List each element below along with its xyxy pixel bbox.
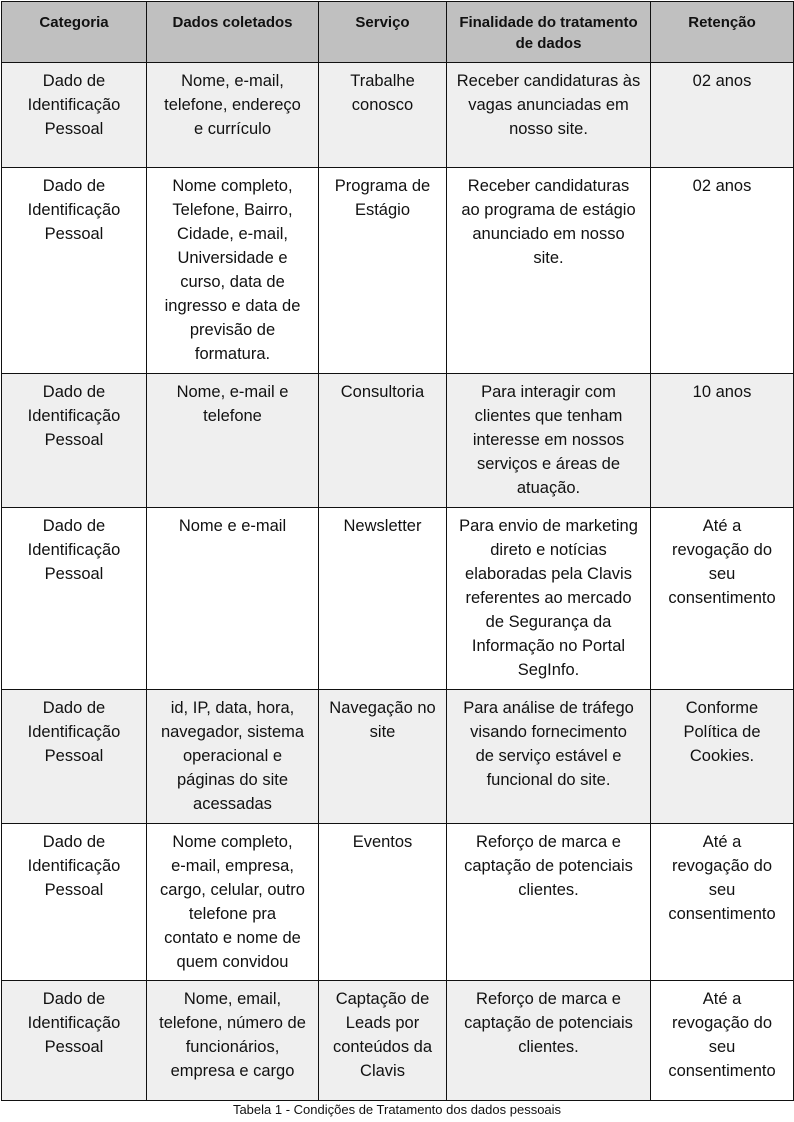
cell-dados: Nome e e-mail xyxy=(147,508,319,690)
cell-finalidade: Receber candidaturas ao programa de estágio anunciado em nosso site. xyxy=(447,168,651,374)
cell-finalidade: Reforço de marca e captação de potenciais clientes. xyxy=(447,824,651,981)
header-retencao: Retenção xyxy=(651,2,794,63)
cell-categoria: Dado de Identificação Pessoal xyxy=(2,824,147,981)
cell-categoria: Dado de Identificação Pessoal xyxy=(2,63,147,168)
table-row xyxy=(2,168,794,374)
header-row xyxy=(2,2,794,63)
cell-servico: Trabalhe conosco xyxy=(319,63,447,168)
header-categoria: Categoria xyxy=(2,2,147,63)
cell-categoria: Dado de Identificação Pessoal xyxy=(2,168,147,374)
cell-finalidade: Para análise de tráfego visando fornecimento de serviço estável e funcional do site. xyxy=(447,690,651,824)
cell-categoria: Dado de Identificação Pessoal xyxy=(2,690,147,824)
header-finalidade: Finalidade do tratamento de dados xyxy=(447,2,651,63)
cell-finalidade: Reforço de marca e captação de potenciais clientes. xyxy=(447,981,651,1101)
cell-categoria: Dado de Identificação Pessoal xyxy=(2,508,147,690)
cell-categoria: Dado de Identificação Pessoal xyxy=(2,374,147,508)
header-servico: Serviço xyxy=(319,2,447,63)
data-processing-table xyxy=(1,1,794,1101)
table-row xyxy=(2,690,794,824)
cell-dados: Nome, email, telefone, número de funcionários, empresa e cargo xyxy=(147,981,319,1101)
cell-retencao: 10 anos xyxy=(651,374,794,508)
cell-retencao: Até a revogação do seu consentimento xyxy=(651,824,794,981)
cell-finalidade: Receber candidaturas às vagas anunciadas em nosso site. xyxy=(447,63,651,168)
cell-retencao: Até a revogação do seu consentimento xyxy=(651,981,794,1101)
cell-dados: Nome, e-mail e telefone xyxy=(147,374,319,508)
cell-servico: Programa de Estágio xyxy=(319,168,447,374)
cell-servico: Navegação no site xyxy=(319,690,447,824)
table-row xyxy=(2,824,794,981)
cell-retencao: 02 anos xyxy=(651,63,794,168)
cell-finalidade: Para interagir com clientes que tenham interesse em nossos serviços e áreas de atuação. xyxy=(447,374,651,508)
cell-categoria: Dado de Identificação Pessoal xyxy=(2,981,147,1101)
cell-dados: Nome completo, e-mail, empresa, cargo, celular, outro telefone pra contato e nome de quem convidou xyxy=(147,824,319,981)
table-row xyxy=(2,981,794,1101)
cell-servico: Consultoria xyxy=(319,374,447,508)
cell-servico: Captação de Leads por conteúdos da Clavis xyxy=(319,981,447,1101)
cell-dados: Nome, e-mail, telefone, endereço e currículo xyxy=(147,63,319,168)
table-row xyxy=(2,508,794,690)
cell-servico: Eventos xyxy=(319,824,447,981)
cell-dados: id, IP, data, hora, navegador, sistema operacional e páginas do site acessadas xyxy=(147,690,319,824)
cell-retencao: Conforme Política de Cookies. xyxy=(651,690,794,824)
cell-retencao: 02 anos xyxy=(651,168,794,374)
cell-dados: Nome completo, Telefone, Bairro, Cidade, e-mail, Universidade e curso, data de ingresso e data de previsão de formatura. xyxy=(147,168,319,374)
table-row xyxy=(2,374,794,508)
header-dados-coletados: Dados coletados xyxy=(147,2,319,63)
table-caption: Tabela 1 - Condições de Tratamento dos dados pessoais xyxy=(232,1102,562,1117)
cell-retencao: Até a revogação do seu consentimento xyxy=(651,508,794,690)
cell-finalidade: Para envio de marketing direto e notícias elaboradas pela Clavis referentes ao mercado de Segurança da Informação no Portal SegInfo. xyxy=(447,508,651,690)
cell-servico: Newsletter xyxy=(319,508,447,690)
table-row xyxy=(2,63,794,168)
